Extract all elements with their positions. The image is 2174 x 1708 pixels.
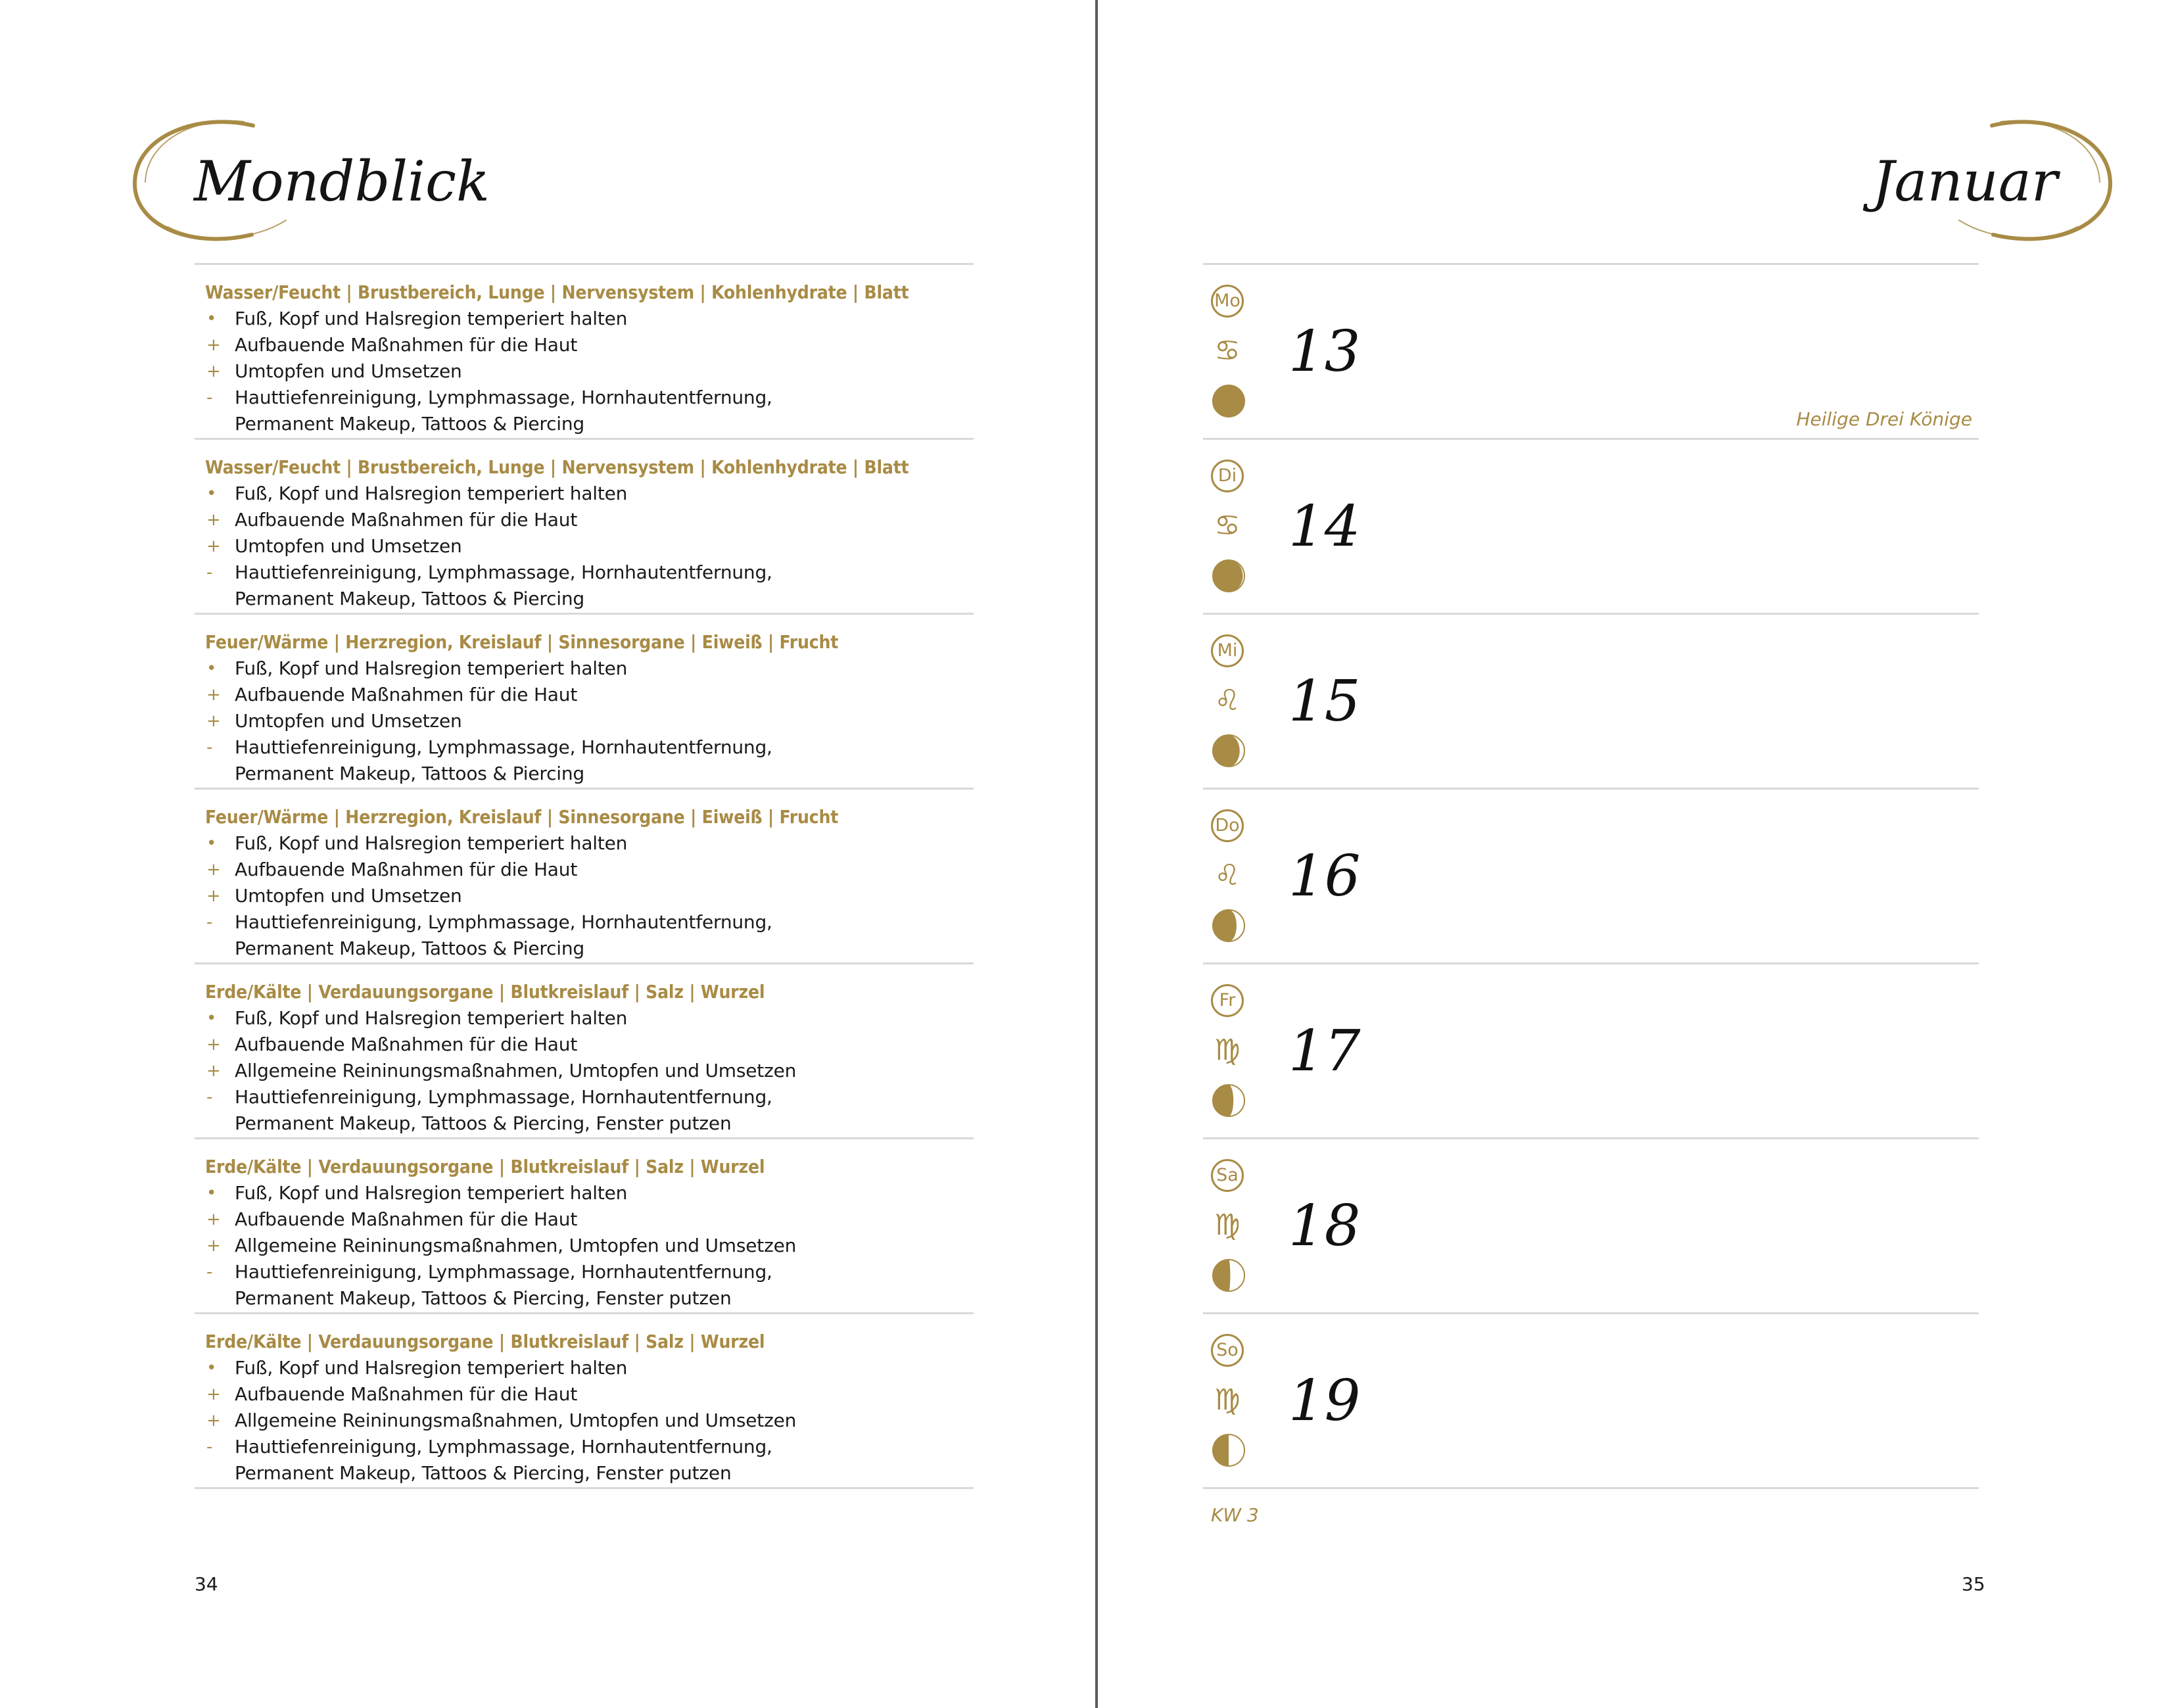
weekday-badge: Mi xyxy=(1211,634,1244,667)
bullet-icon: • xyxy=(206,309,217,329)
bullet-icon: • xyxy=(206,1358,217,1378)
entry-line: Permanent Makeup, Tattoos & Piercing, Fenster putzen xyxy=(235,1287,732,1309)
weekday-badge: Do xyxy=(1211,809,1244,842)
entry-line: + Allgemeine Reininungsmaßnahmen, Umtopfen und Umsetzen xyxy=(195,1058,974,1084)
plus-icon: + xyxy=(206,335,221,355)
weekday-badge: Fr xyxy=(1211,984,1244,1017)
leo-icon: ♌ xyxy=(1214,859,1241,892)
moon-entry xyxy=(195,1312,974,1489)
entry-line: • Fuß, Kopf und Halsregion temperiert halten xyxy=(195,1180,974,1206)
plus-icon: + xyxy=(206,685,221,705)
entry-line: • Fuß, Kopf und Halsregion temperiert halten xyxy=(195,481,974,507)
entry-line: + Allgemeine Reininungsmaßnahmen, Umtopfen und Umsetzen xyxy=(195,1408,974,1434)
bullet-icon: • xyxy=(206,484,217,504)
entry-line: + Aufbauende Maßnahmen für die Haut xyxy=(195,1381,974,1408)
full-moon-icon xyxy=(1211,383,1246,419)
minus-icon: - xyxy=(206,738,213,757)
calendar-week-label: KW 3 xyxy=(1211,1504,1259,1526)
minus-icon: - xyxy=(206,1437,213,1457)
moon-entry xyxy=(195,1137,974,1312)
waning-gibbous-moon-icon xyxy=(1211,733,1246,769)
entry-line: + Umtopfen und Umsetzen xyxy=(195,883,974,909)
plus-icon: + xyxy=(206,362,221,381)
entry-line: • Fuß, Kopf und Halsregion temperiert halten xyxy=(195,306,974,332)
plus-icon: + xyxy=(206,860,221,880)
entry-heading: Erde/Kälte | Verdauungsorgane | Blutkreislauf | Salz | Wurzel xyxy=(205,981,765,1003)
minus-icon: - xyxy=(206,913,213,932)
date-number: 19 xyxy=(1288,1368,1361,1434)
plus-icon: + xyxy=(206,1210,221,1229)
entry-line: Permanent Makeup, Tattoos & Piercing, Fenster putzen xyxy=(235,1462,732,1484)
entry-heading: Feuer/Wärme | Herzregion, Kreislauf | Sinnesorgane | Eiweiß | Frucht xyxy=(205,806,839,828)
moon-entry xyxy=(195,613,974,788)
entry-line: • Fuß, Kopf und Halsregion temperiert halten xyxy=(195,1005,974,1032)
plus-icon: + xyxy=(206,1385,221,1404)
entry-line: - Hauttiefenreinigung, Lymphmassage, Hornhautentfernung, xyxy=(195,909,974,936)
entry-line: - Hauttiefenreinigung, Lymphmassage, Hornhautentfernung, xyxy=(195,734,974,761)
day-row xyxy=(1203,1137,1979,1312)
entry-line: Permanent Makeup, Tattoos & Piercing xyxy=(235,763,584,784)
entry-line: Permanent Makeup, Tattoos & Piercing xyxy=(235,413,584,435)
bullet-icon: • xyxy=(206,1008,217,1028)
last-quarter-moon-icon xyxy=(1211,1433,1246,1468)
mondblick-title-logo xyxy=(128,108,490,253)
plus-icon: + xyxy=(206,510,221,530)
entry-heading: Erde/Kälte | Verdauungsorgane | Blutkreislauf | Salz | Wurzel xyxy=(205,1331,765,1352)
entry-line: - Hauttiefenreinigung, Lymphmassage, Hornhautentfernung, xyxy=(195,1084,974,1110)
day-row xyxy=(1203,438,1979,613)
day-row xyxy=(1203,263,1979,438)
minus-icon: - xyxy=(206,388,213,408)
entry-line: + Aufbauende Maßnahmen für die Haut xyxy=(195,857,974,883)
plus-icon: + xyxy=(206,711,221,731)
bullet-icon: • xyxy=(206,659,217,678)
entry-heading: Feuer/Wärme | Herzregion, Kreislauf | Sinnesorgane | Eiweiß | Frucht xyxy=(205,631,839,653)
entry-line: - Hauttiefenreinigung, Lymphmassage, Hornhautentfernung, xyxy=(195,385,974,411)
last-quarter-moon-icon xyxy=(1211,1258,1246,1293)
date-number: 16 xyxy=(1288,843,1361,909)
entry-line: + Umtopfen und Umsetzen xyxy=(195,533,974,559)
entry-line: - Hauttiefenreinigung, Lymphmassage, Hornhautentfernung, xyxy=(195,559,974,586)
cancer-icon: ♋ xyxy=(1214,334,1241,368)
entry-line: - Hauttiefenreinigung, Lymphmassage, Hornhautentfernung, xyxy=(195,1434,974,1460)
day-list xyxy=(1203,263,1979,1489)
page-title: Januar xyxy=(1872,149,2058,214)
leo-icon: ♌ xyxy=(1214,684,1241,717)
plus-icon: + xyxy=(206,1236,221,1256)
day-row xyxy=(1203,962,1979,1137)
plus-icon: + xyxy=(206,1061,221,1081)
entry-line: + Aufbauende Maßnahmen für die Haut xyxy=(195,332,974,358)
bullet-icon: • xyxy=(206,834,217,853)
entry-line: + Aufbauende Maßnahmen für die Haut xyxy=(195,1032,974,1058)
entry-line: • Fuß, Kopf und Halsregion temperiert halten xyxy=(195,655,974,682)
waning-gibbous-moon-icon xyxy=(1211,558,1246,594)
date-number: 14 xyxy=(1288,494,1361,559)
date-number: 17 xyxy=(1288,1018,1361,1084)
entry-line: Permanent Makeup, Tattoos & Piercing, Fenster putzen xyxy=(235,1112,732,1134)
plus-icon: + xyxy=(206,1035,221,1055)
entry-line: Permanent Makeup, Tattoos & Piercing xyxy=(235,588,584,609)
entry-line: • Fuß, Kopf und Halsregion temperiert halten xyxy=(195,1355,974,1381)
virgo-icon: ♍ xyxy=(1214,1383,1241,1417)
plus-icon: + xyxy=(206,886,221,906)
weekday-badge: Sa xyxy=(1211,1159,1244,1192)
entry-line: Permanent Makeup, Tattoos & Piercing xyxy=(235,937,584,959)
weekday-badge: Mo xyxy=(1211,285,1244,318)
date-number: 18 xyxy=(1288,1193,1361,1259)
moon-entry xyxy=(195,438,974,613)
minus-icon: - xyxy=(206,1087,213,1107)
holiday-label: Heilige Drei Könige xyxy=(1796,408,1972,430)
entry-heading: Wasser/Feucht | Brustbereich, Lunge | Nervensystem | Kohlenhydrate | Blatt xyxy=(205,456,909,478)
minus-icon: - xyxy=(206,1262,213,1282)
entry-line: + Allgemeine Reininungsmaßnahmen, Umtopfen und Umsetzen xyxy=(195,1233,974,1259)
day-row xyxy=(1203,788,1979,962)
entry-line: + Aufbauende Maßnahmen für die Haut xyxy=(195,1206,974,1233)
weekday-badge: So xyxy=(1211,1334,1244,1367)
plus-icon: + xyxy=(206,1411,221,1431)
moon-entries-list xyxy=(195,263,974,1489)
weekday-badge: Di xyxy=(1211,460,1244,492)
book-spine xyxy=(1095,0,1098,1708)
day-row xyxy=(1203,613,1979,788)
entry-line: + Umtopfen und Umsetzen xyxy=(195,708,974,734)
entry-heading: Erde/Kälte | Verdauungsorgane | Blutkreislauf | Salz | Wurzel xyxy=(205,1156,765,1177)
day-row xyxy=(1203,1312,1979,1489)
plus-icon: + xyxy=(206,536,221,556)
date-number: 13 xyxy=(1288,319,1361,385)
minus-icon: - xyxy=(206,563,213,582)
entry-heading: Wasser/Feucht | Brustbereich, Lunge | Nervensystem | Kohlenhydrate | Blatt xyxy=(205,281,909,303)
entry-line: + Aufbauende Maßnahmen für die Haut xyxy=(195,507,974,533)
cancer-icon: ♋ xyxy=(1214,509,1241,542)
page-number: 34 xyxy=(195,1573,218,1595)
januar-title-logo xyxy=(1841,108,2117,253)
page-number: 35 xyxy=(1962,1573,1985,1595)
moon-entry xyxy=(195,263,974,438)
date-number: 15 xyxy=(1288,669,1361,734)
virgo-icon: ♍ xyxy=(1214,1208,1241,1242)
entry-line: + Aufbauende Maßnahmen für die Haut xyxy=(195,682,974,708)
waning-gibbous-moon-icon xyxy=(1211,908,1246,943)
entry-line: - Hauttiefenreinigung, Lymphmassage, Hornhautentfernung, xyxy=(195,1259,974,1285)
moon-entry xyxy=(195,962,974,1137)
waning-gibbous-moon-icon xyxy=(1211,1083,1246,1118)
entry-line: + Umtopfen und Umsetzen xyxy=(195,358,974,385)
entry-line: • Fuß, Kopf und Halsregion temperiert halten xyxy=(195,830,974,857)
bullet-icon: • xyxy=(206,1183,217,1203)
page-title: Mondblick xyxy=(194,149,490,214)
moon-entry xyxy=(195,788,974,962)
virgo-icon: ♍ xyxy=(1214,1033,1241,1067)
